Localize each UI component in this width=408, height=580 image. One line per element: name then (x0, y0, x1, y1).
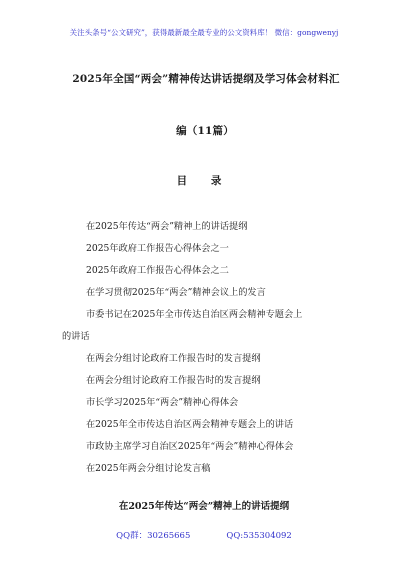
toc-item[interactable]: 在2025年两会分组讨论发言稿 (86, 463, 211, 474)
toc-item[interactable]: 在两会分组讨论政府工作报告时的发言提纲 (86, 353, 261, 364)
toc-item[interactable]: 在学习贯彻2025年“两会”精神会议上的发言 (86, 287, 266, 298)
qq-number: QQ:535304092 (226, 531, 292, 541)
qq-group-number: QQ群：30265665 (116, 531, 191, 541)
footer-contact (0, 529, 408, 541)
section-title: 在2025年传达“两会”精神上的讲话提纲 (118, 501, 290, 512)
toc-item[interactable]: 市委书记在2025年全市传达自治区两会精神专题会上 (86, 309, 303, 320)
toc-item[interactable]: 市长学习2025年“两会”精神心得体会 (86, 397, 239, 408)
toc-item[interactable]: 2025年政府工作报告心得体会之一 (86, 243, 229, 254)
toc-item-continuation[interactable]: 的讲话 (62, 331, 90, 342)
toc-item[interactable]: 2025年政府工作报告心得体会之二 (86, 265, 229, 276)
toc-item[interactable]: 市政协主席学习自治区2025年“两会”精神心得体会 (86, 441, 294, 452)
document-title-line-1: 2025年全国“两会”精神传达讲话提纲及学习体会材料汇 (72, 73, 340, 85)
toc-heading: 目 录 (176, 175, 232, 187)
header-note: 关注头条号“公文研究”，获得最新最全最专业的公文资料库！ 微信：gongwenyj (69, 28, 339, 37)
toc-item[interactable]: 在2025年全市传达自治区两会精神专题会上的讲话 (86, 419, 294, 430)
toc-list (62, 216, 366, 480)
toc-item[interactable]: 在2025年传达“两会”精神上的讲话提纲 (86, 221, 248, 232)
document-title-line-2: 编（11篇） (176, 125, 234, 137)
toc-item[interactable]: 在两会分组讨论政府工作报告时的发言提纲 (86, 375, 261, 386)
